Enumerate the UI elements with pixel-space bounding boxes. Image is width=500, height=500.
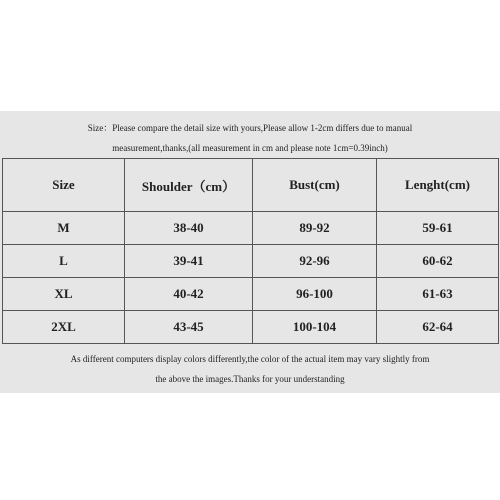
size-instructions-line-1: Size：Please compare the detail size with yours,Please allow 1-2cm differs due to manual — [87, 123, 413, 133]
header-size: Size — [3, 159, 125, 212]
cell-length: 59-61 — [377, 212, 499, 245]
cell-bust: 89-92 — [253, 212, 377, 245]
cell-shoulder: 40-42 — [125, 278, 253, 311]
cell-shoulder: 38-40 — [125, 212, 253, 245]
cell-size: XL — [3, 278, 125, 311]
cell-shoulder: 39-41 — [125, 245, 253, 278]
header-length: Lenght(cm) — [377, 159, 499, 212]
cell-bust: 92-96 — [253, 245, 377, 278]
color-disclaimer — [0, 349, 500, 389]
cell-shoulder: 43-45 — [125, 311, 253, 344]
cell-bust: 96-100 — [253, 278, 377, 311]
color-disclaimer-line-1: As different computers display colors differently,the color of the actual item may vary slightly from — [70, 354, 430, 364]
size-table — [2, 158, 499, 344]
cell-bust: 100-104 — [253, 311, 377, 344]
cell-size: L — [3, 245, 125, 278]
table-header-row — [3, 159, 499, 212]
cell-size: M — [3, 212, 125, 245]
table-row — [3, 245, 499, 278]
table-row — [3, 311, 499, 344]
header-shoulder: Shoulder（cm） — [125, 159, 253, 212]
cell-size: 2XL — [3, 311, 125, 344]
cell-length: 62-64 — [377, 311, 499, 344]
table-row — [3, 212, 499, 245]
table-row — [3, 278, 499, 311]
size-instructions — [0, 118, 500, 158]
cell-length: 60-62 — [377, 245, 499, 278]
color-disclaimer-line-2: the above the images.Thanks for your understanding — [155, 374, 345, 384]
cell-length: 61-63 — [377, 278, 499, 311]
size-instructions-line-2: measurement,thanks,(all measurement in cm and please note 1cm=0.39inch) — [112, 143, 388, 153]
header-bust: Bust(cm) — [253, 159, 377, 212]
